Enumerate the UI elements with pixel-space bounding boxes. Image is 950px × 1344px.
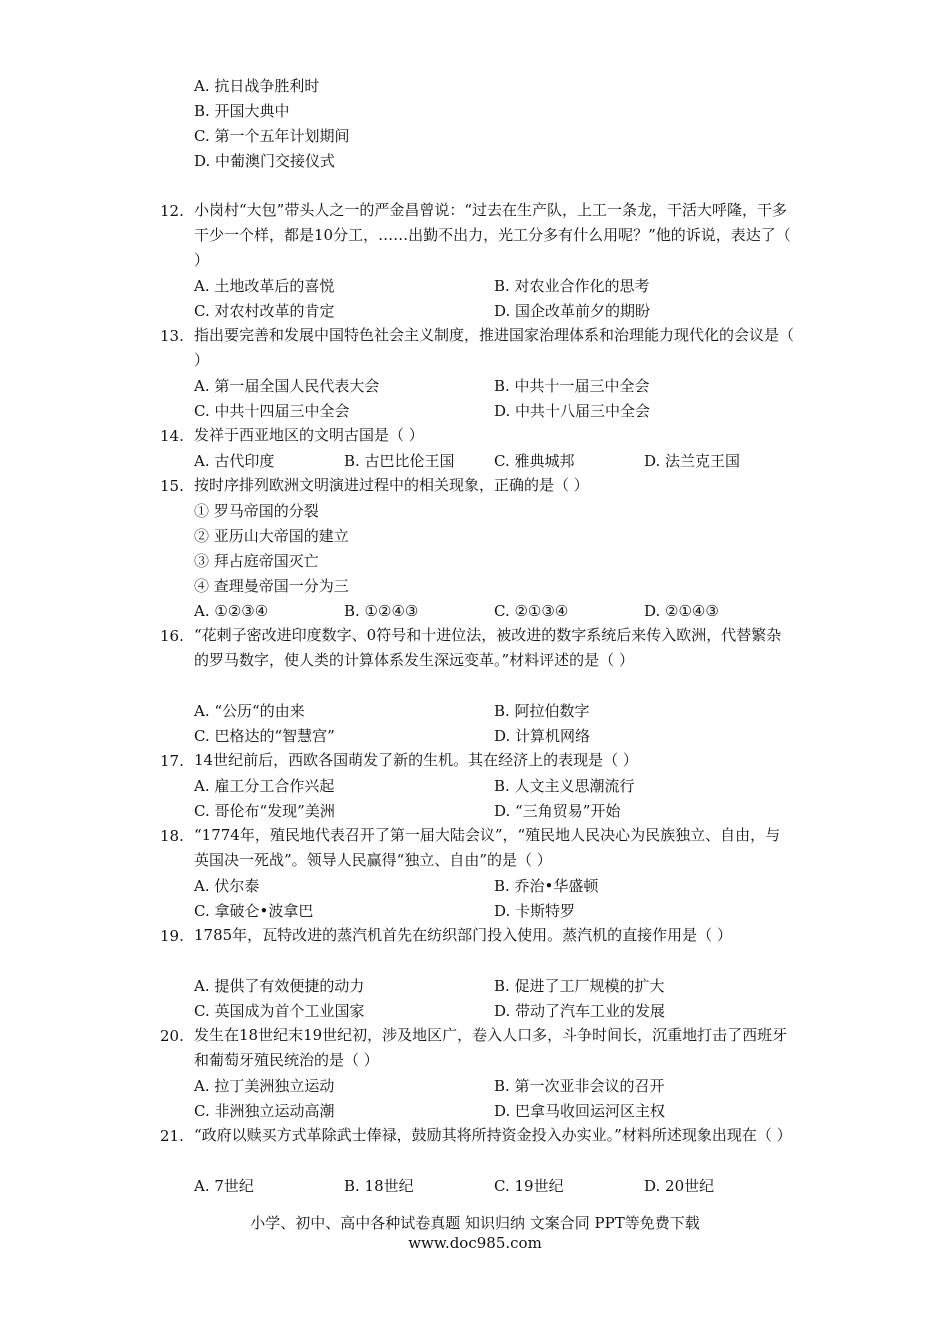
option-c: C. ②①③④ — [494, 602, 569, 620]
option-a: A. 古代印度 — [194, 452, 275, 470]
question-number: 19. — [160, 927, 184, 945]
option-d: D. ②①④③ — [644, 602, 719, 620]
option-d: D. 巴拿马收回运河区主权 — [494, 1102, 666, 1120]
question-number: 14. — [160, 427, 184, 445]
question-number: 13. — [160, 327, 184, 345]
option-b: B. 中共十一届三中全会 — [494, 377, 650, 395]
option-c: C. 19世纪 — [494, 1177, 564, 1195]
option-a: A. 伏尔泰 — [194, 877, 260, 895]
sequence-item: ② 亚历山大帝国的建立 — [194, 527, 349, 545]
option-d: D. 计算机网络 — [494, 727, 591, 745]
question-number: 17. — [160, 752, 184, 770]
option-c: C. 拿破仑•波拿巴 — [194, 902, 314, 920]
option-a: A. 雇工分工合作兴起 — [194, 777, 335, 795]
option-b: B. 古巴比伦王国 — [344, 452, 455, 470]
option-a: A. 拉丁美洲独立运动 — [194, 1077, 335, 1095]
option-c: C. 中共十四届三中全会 — [194, 402, 350, 420]
option-c: C. 非洲独立运动高潮 — [194, 1102, 335, 1120]
question-stem: 小岗村“大包”带头人之一的严金昌曾说：“过去在生产队，上工一条龙，干活大呼隆，干多干少一个样，都是10分工，……出勤不出力，光工分多有什么用呢？”他的诉说，表达了（ ） — [194, 201, 791, 269]
q11-option-c: C. 第一个五年计划期间 — [194, 127, 350, 145]
option-b: B. 18世纪 — [344, 1177, 414, 1195]
option-d: D. 国企改革前夕的期盼 — [494, 302, 651, 320]
q11-option-d: D. 中葡澳门交接仪式 — [194, 152, 336, 170]
option-b: B. 阿拉伯数字 — [494, 702, 590, 720]
question-stem: 发生在18世纪末19世纪初，涉及地区广，卷入人口多，斗争时间长，沉重地打击了西班牙和葡萄牙殖民统治的是（ ） — [194, 1026, 788, 1069]
sequence-item: ④ 查理曼帝国一分为三 — [194, 577, 349, 595]
option-c: C. 英国成为首个工业国家 — [194, 1002, 365, 1020]
question-number: 16. — [160, 627, 184, 645]
question-stem: “花剌子密改进印度数字、0符号和十进位法，被改进的数字系统后来传入欧洲，代替繁杂的罗马数字，使人类的计算体系发生深远变革。”材料评述的是（ ） — [194, 626, 782, 669]
option-a: A. “公历“的由来 — [194, 702, 305, 720]
option-a: A. 提供了有效便捷的动力 — [194, 977, 365, 995]
sequence-item: ③ 拜占庭帝国灭亡 — [194, 552, 319, 570]
question-stem: 14世纪前后，西欧各国萌发了新的生机。其在经济上的表现是（ ） — [194, 751, 638, 769]
option-c: C. 对农村改革的肯定 — [194, 302, 335, 320]
question-stem: 发祥于西亚地区的文明古国是（ ） — [194, 426, 424, 444]
option-a: A. ①②③④ — [194, 602, 269, 620]
option-a: A. 土地改革后的喜悦 — [194, 277, 335, 295]
question-stem: 1785年，瓦特改进的蒸汽机首先在纺织部门投入使用。蒸汽机的直接作用是（ ） — [194, 926, 732, 944]
question-stem: 按时序排列欧洲文明演进过程中的相关现象，正确的是（ ） — [194, 476, 589, 494]
option-c: C. 巴格达的“智慧宫” — [194, 727, 335, 745]
option-b: B. 促进了工厂规模的扩大 — [494, 977, 665, 995]
question-stem: “1774年，殖民地代表召开了第一届大陆会议”，“殖民地人民决心为民族独立、自由，与英国决一死战”。领导人民赢得“独立、自由”的是（ ） — [194, 826, 781, 869]
option-b: B. 对农业合作化的思考 — [494, 277, 650, 295]
option-d: D. 中共十八届三中全会 — [494, 402, 651, 420]
option-d: D. 带动了汽车工业的发展 — [494, 1002, 666, 1020]
option-b: B. 人文主义思潮流行 — [494, 777, 635, 795]
question-stem: “政府以赎买方式革除武士俸禄，鼓励其将所持资金投入办实业。”材料所述现象出现在（ ） — [194, 1126, 792, 1144]
question-number: 12. — [160, 202, 184, 220]
question-number: 20. — [160, 1027, 184, 1045]
option-d: D. 20世纪 — [644, 1177, 715, 1195]
option-c: C. 哥伦布“发现”美洲 — [194, 802, 335, 820]
option-b: B. 第一次亚非会议的召开 — [494, 1077, 665, 1095]
option-a: A. 7世纪 — [194, 1177, 254, 1195]
q11-option-a: A. 抗日战争胜利时 — [194, 77, 320, 95]
q11-option-b: B. 开国大典中 — [194, 102, 290, 120]
option-d: D. 卡斯特罗 — [494, 902, 576, 920]
question-number: 18. — [160, 827, 184, 845]
question-stem: 指出要完善和发展中国特色社会主义制度，推进国家治理体系和治理能力现代化的会议是（ ） — [194, 326, 795, 369]
option-c: C. 雅典城邦 — [494, 452, 575, 470]
option-b: B. ①②④③ — [344, 602, 419, 620]
option-b: B. 乔治•华盛顿 — [494, 877, 599, 895]
question-number: 15. — [160, 477, 184, 495]
option-d: D. 法兰克王国 — [644, 452, 741, 470]
option-d: D. “三角贸易”开始 — [494, 802, 621, 820]
footer-website-link[interactable]: www.doc985.com — [408, 1234, 542, 1252]
sequence-item: ① 罗马帝国的分裂 — [194, 502, 319, 520]
option-a: A. 第一届全国人民代表大会 — [194, 377, 380, 395]
footer-tagline: 小学、初中、高中各种试卷真题 知识归纳 文案合同 PPT等免费下载 — [250, 1214, 700, 1232]
question-number: 21. — [160, 1127, 184, 1145]
